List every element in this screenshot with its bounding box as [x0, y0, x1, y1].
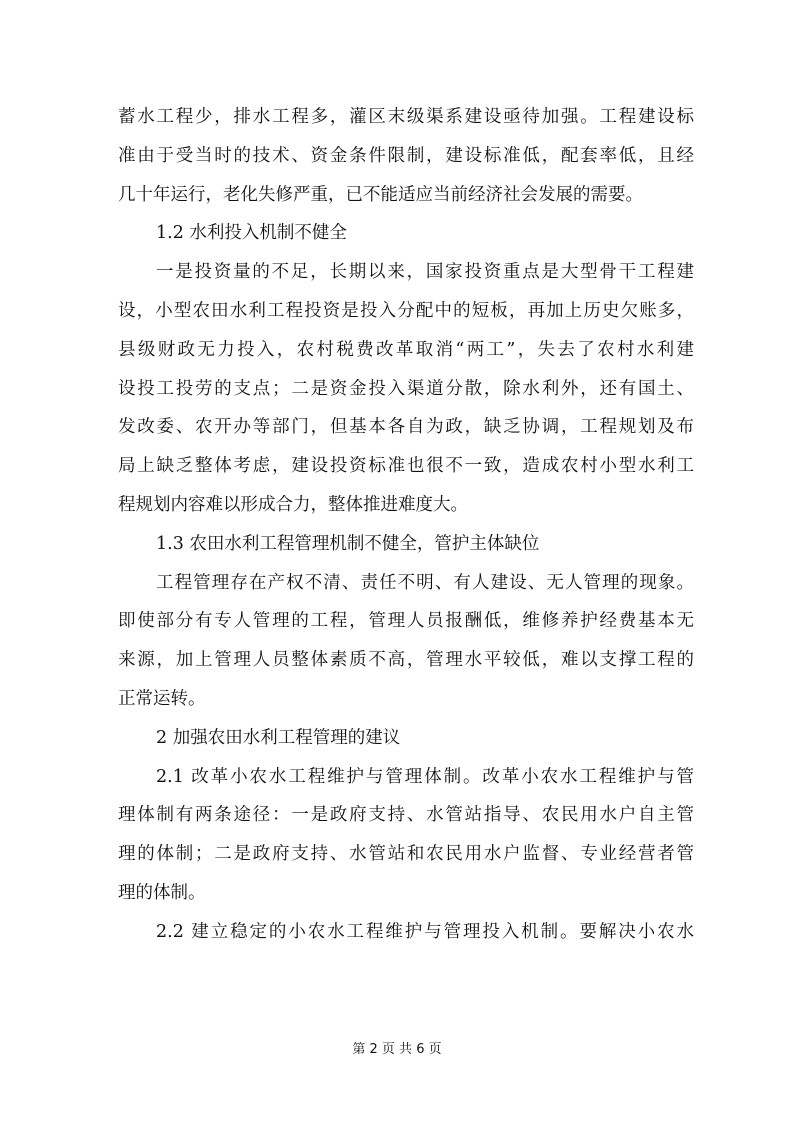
page-number-footer: 第 2 页 共 6 页: [352, 1042, 442, 1057]
paragraph-line: 一是投资量的不足，长期以来，国家投资重点是大型骨干工程建: [156, 262, 694, 283]
paragraph-line: 发改委、农开办等部门，但基本各自为政，缺乏协调，工程规划及布: [118, 417, 694, 438]
section-heading-2: 2 加强农田水利工程管理的建议: [156, 727, 401, 748]
paragraph-line: 即使部分有专人管理的工程，管理人员报酬低，维修养护经费基本无: [118, 611, 694, 632]
paragraph-line: 县级财政无力投入，农村税费改革取消“两工”，失去了农村水利建: [118, 339, 694, 360]
paragraph-line: 工程管理存在产权不清、责任不明、有人建设、无人管理的现象。: [156, 572, 694, 593]
paragraph-line: 正常运转。: [118, 688, 206, 709]
paragraph-line: 准由于受当时的技术、资金条件限制，建设标准低，配套率低，且经: [118, 145, 694, 166]
section-heading-1-2: 1.2 水利投入机制不健全: [156, 223, 347, 244]
paragraph-line: 2.1 改革小农水工程维护与管理体制。改革小农水工程维护与管: [156, 766, 694, 787]
document-body: [118, 98, 694, 952]
paragraph-line: 设投工投劳的支点；二是资金投入渠道分散，除水利外，还有国土、: [118, 378, 694, 399]
paragraph-line: 理的体制；二是政府支持、水管站和农民用水户监督、专业经营者管: [118, 844, 694, 865]
paragraph-line: 蓄水工程少，排水工程多，灌区末级渠系建设亟待加强。工程建设标: [118, 107, 694, 127]
paragraph-line: 设，小型农田水利工程投资是投入分配中的短板，再加上历史欠账多，: [118, 300, 694, 321]
paragraph-line: 理体制有两条途径：一是政府支持、水管站指导、农民用水户自主管: [118, 805, 694, 826]
section-heading-1-3: 1.3 农田水利工程管理机制不健全，管护主体缺位: [156, 533, 540, 554]
paragraph-line: 局上缺乏整体考虑，建设投资标准也很不一致，造成农村小型水利工: [118, 456, 694, 477]
paragraph-line: 程规划内容难以形成合力，整体推进难度大。: [118, 494, 468, 515]
paragraph-line: 几十年运行，老化失修严重，已不能适应当前经济社会发展的需要。: [118, 184, 643, 205]
paragraph-line: 来源，加上管理人员整体素质不高，管理水平较低，难以支撑工程的: [118, 650, 694, 671]
paragraph-line: 理的体制。: [118, 882, 206, 903]
paragraph-line: 2.2 建立稳定的小农水工程维护与管理投入机制。要解决小农水: [156, 921, 694, 942]
